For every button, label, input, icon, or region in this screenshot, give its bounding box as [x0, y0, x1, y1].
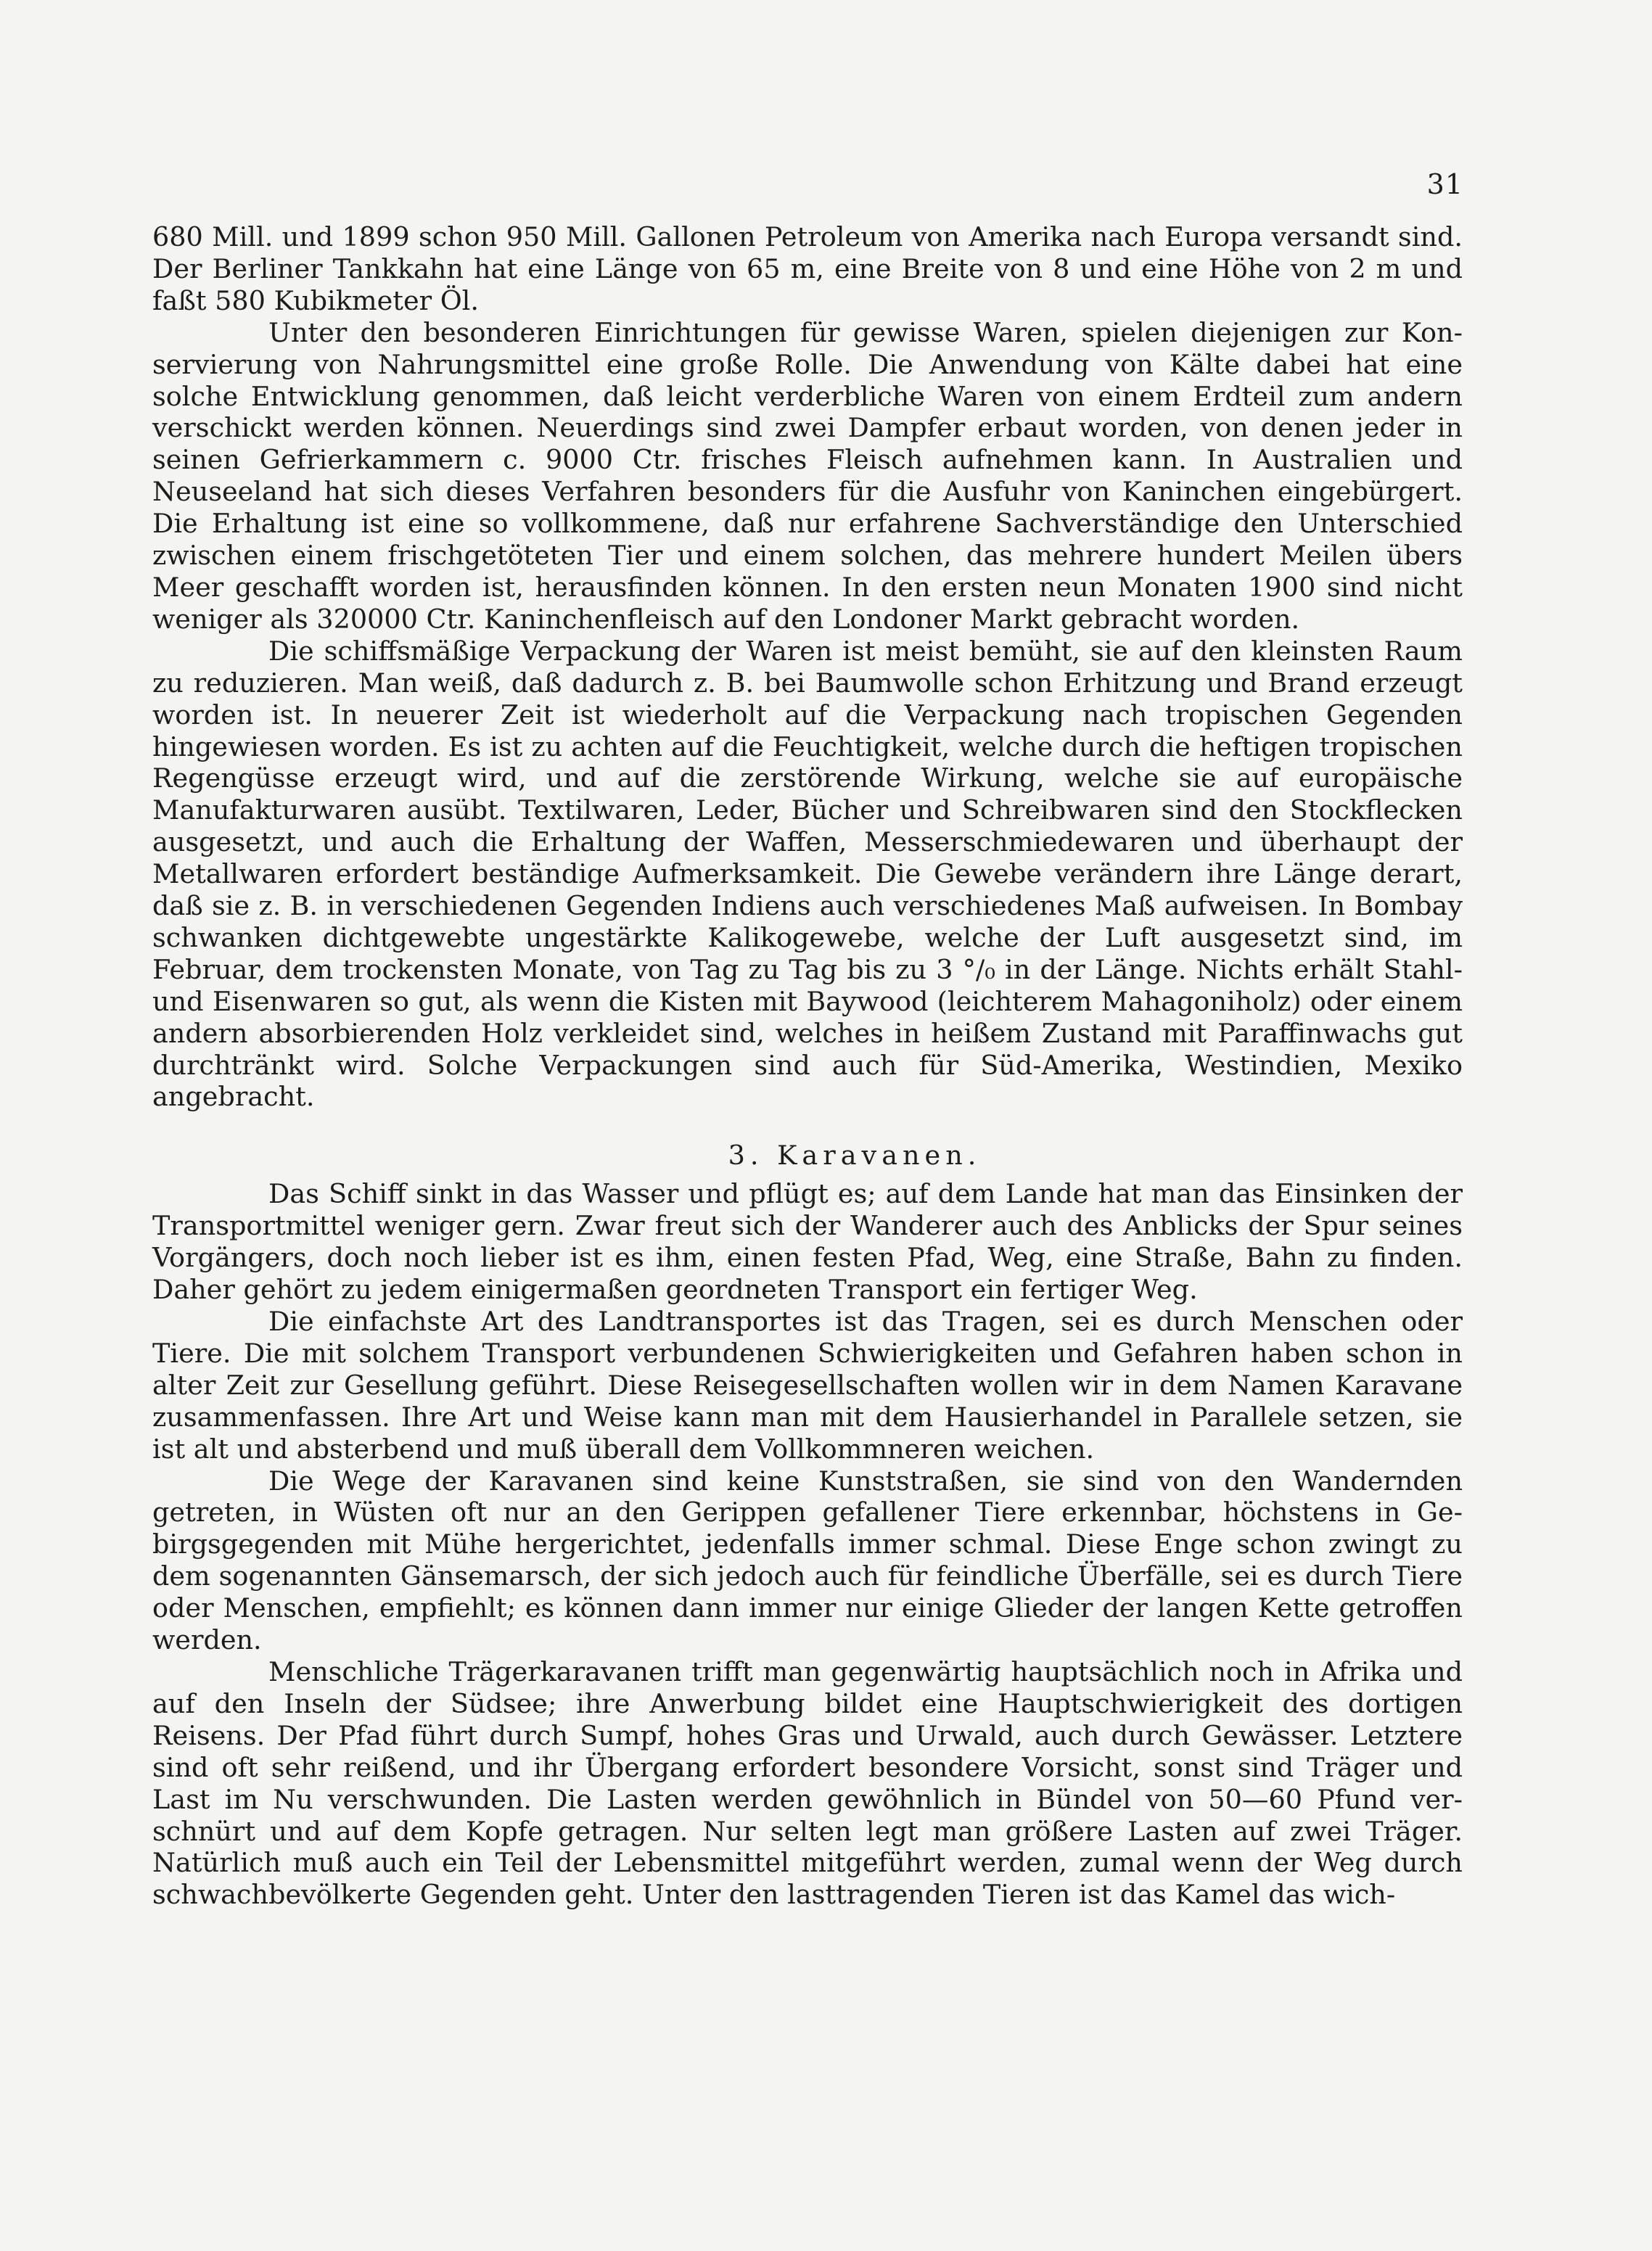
paragraph-porter-caravans: Menschliche Trägerkaravanen trifft man gegenwärtig hauptsächlich noch in Afrika und auf den Inseln der Südsee; ihre Anwerbung bildet eine Hauptschwierigkeit des dortigen Reisens. Der Pfad führt durch Sumpf, hohes Gras und Urwald, auch durch Gewässer. Letztere sind oft sehr reißend, und ihr Übergang erfordert besondere Vorsicht, sonst sind Träger und Last im Nu verschwunden. Die Lasten werden gewöhnlich in Bündel von 50—60 Pfund verschnürt und auf dem Kopfe getragen. Nur selten legt man größere Lasten auf zwei Träger. Natürlich muß auch ein Teil der Lebensmittel mitgeführt werden, zumal wenn der Weg durch schwachbevölkerte Gegenden geht. Unter den lasttragenden Tieren ist das Kamel das wich-	[152, 1655, 1463, 1911]
paragraph-land-transport: Die einfachste Art des Landtransportes ist das Tragen, sei es durch Menschen oder Tiere. Die mit solchem Transport verbundenen Schwierigkeiten und Gefahren haben schon in alter Zeit zur Gesellung geführt. Diese Reisegesellschaften wollen wir in dem Namen Karavane zusammenfassen. Ihre Art und Weise kann man mit dem Hausierhandel in Parallele setzen, sie ist alt und absterbend und muß überall dem Vollkommneren weichen.	[152, 1306, 1463, 1465]
paragraph-conservation: Unter den besonderen Einrichtungen für gewisse Waren, spielen diejenigen zur Konservierung von Nahrungsmittel eine große Rolle. Die Anwendung von Kälte dabei hat eine solche Entwicklung genommen, daß leicht verderbliche Waren von einem Erdteil zum andern verschickt werden können. Neuerdings sind zwei Dampfer erbaut worden, von denen jeder in seinen Gefrierkammern c. 9000 Ctr. frisches Fleisch aufnehmen kann. In Australien und Neuseeland hat sich dieses Verfahren besonders für die Ausfuhr von Kaninchen eingebürgert. Die Erhaltung ist eine so vollkommene, daß nur erfahrene Sachverständige den Unterschied zwischen einem frischgetöteten Tier und einem solchen, das mehrere hundert Meilen übers Meer geschafft worden ist, herausfinden können. In den ersten neun Monaten 1900 sind nicht weniger als 320000 Ctr. Kaninchenfleisch auf den Londoner Markt gebracht worden.	[152, 316, 1463, 635]
text-body	[152, 221, 1463, 1911]
page-number: 31	[1426, 168, 1463, 200]
section-heading-karavanen: 3. Karavanen.	[728, 1140, 982, 1172]
paragraph-caravan-routes: Die Wege der Karavanen sind keine Kunststraßen, sie sind von den Wandernden getreten, in Wüsten oft nur an den Gerippen gefallener Tiere erkennbar, höchstens in Gebirgsgegenden mit Mühe hergerichtet, jedenfalls immer schmal. Diese Enge schon zwingt zu dem sogenannten Gänsemarsch, der sich jedoch auch für feindliche Überfälle, sei es durch Tiere oder Menschen, empfiehlt; es können dann immer nur einige Glieder der langen Kette getroffen werden.	[152, 1465, 1463, 1656]
paragraph-ship-and-road: Das Schiff sinkt in das Wasser und pflügt es; auf dem Lande hat man das Einsinken der Transportmittel weniger gern. Zwar freut sich der Wanderer auch des Anblicks der Spur seines Vorgängers, doch noch lieber ist es ihm, einen festen Pfad, Weg, eine Straße, Bahn zu finden. Daher gehört zu jedem einigermaßen geordneten Transport ein fertiger Weg.	[152, 1178, 1463, 1306]
paragraph-packaging: Die schiffsmäßige Verpackung der Waren ist meist bemüht, sie auf den kleinsten Raum zu reduzieren. Man weiß, daß dadurch z. B. bei Baumwolle schon Erhitzung und Brand erzeugt worden ist. In neuerer Zeit ist wiederholt auf die Verpackung nach tropischen Gegenden hingewiesen worden. Es ist zu achten auf die Feuchtigkeit, welche durch die heftigen tropischen Regengüsse erzeugt wird, und auf die zerstörende Wirkung, welche sie auf europäische Manufakturwaren ausübt. Textilwaren, Leder, Bücher und Schreibwaren sind den Stockflecken ausgesetzt, und auch die Erhaltung der Waffen, Messerschmiedewaren und überhaupt der Metallwaren erfordert beständige Aufmerksamkeit. Die Gewebe verändern ihre Länge derart, daß sie z. B. in verschiedenen Gegenden Indiens auch verschiedenes Maß aufweisen. In Bombay schwanken dichtgewebte ungestärkte Kalikogewebe, welche der Luft ausgesetzt sind, im Februar, dem trockensten Monate, von Tag zu Tag bis zu 3 °/₀ in der Länge. Nichts erhält Stahl- und Eisenwaren so gut, als wenn die Kisten mit Baywood (leichterem Mahagoniholz) oder einem andern absorbierenden Holz verkleidet sind, welches in heißem Zustand mit Paraffinwachs gut durchtränkt wird. Solche Verpackungen sind auch für Süd-Amerika, Westindien, Mexiko angebracht.	[152, 635, 1463, 1113]
paragraph-petroleum: 680 Mill. und 1899 schon 950 Mill. Gallonen Petroleum von Amerika nach Europa versandt sind. Der Berliner Tankkahn hat eine Länge von 65 m, eine Breite von 8 und eine Höhe von 2 m und faßt 580 Kubikmeter Öl.	[152, 221, 1463, 316]
